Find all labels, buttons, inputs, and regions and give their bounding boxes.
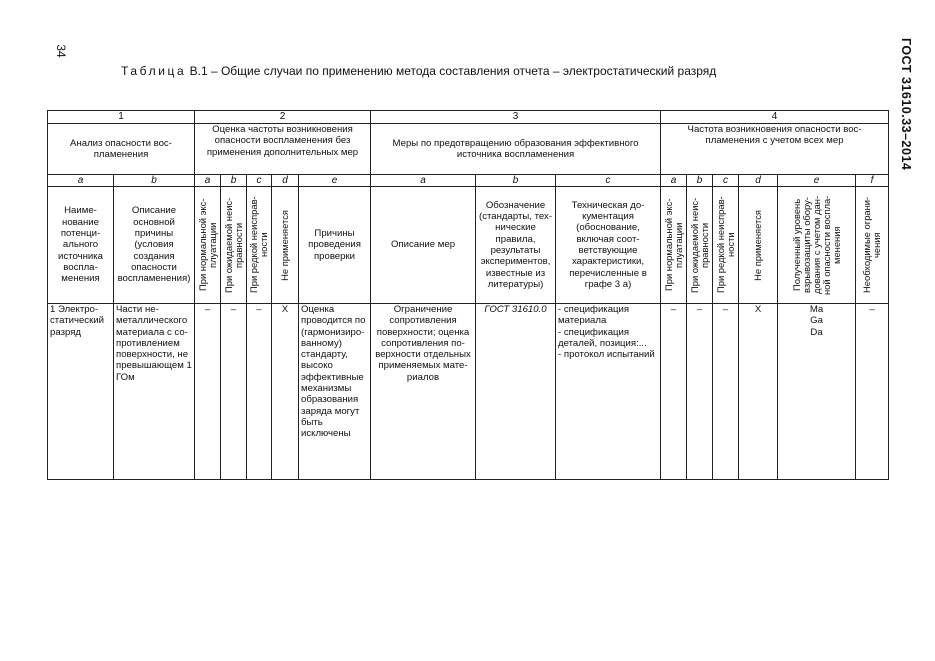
cell-restrictions: – <box>856 304 889 480</box>
subheader-restrictions <box>856 187 889 304</box>
subheader-rare-malfunction <box>247 187 272 304</box>
column-letter: a <box>661 175 687 187</box>
doc-item: - спецификация деталей, позиция:... <box>558 326 647 349</box>
subheader-text: При редкой неисправности <box>714 196 736 294</box>
caption-label: Таблица <box>121 64 187 78</box>
column-letter: e <box>299 175 371 187</box>
protection-level-item: Da <box>810 326 823 338</box>
subheader-expected-malfunction <box>687 187 713 304</box>
subheader-text: При редкой неисправности <box>248 196 269 294</box>
column-letter: a <box>371 175 476 187</box>
subheader-cause-description: Описание основной причины (условия создания опасности воспламенения) <box>114 187 195 304</box>
column-number: 3 <box>371 111 661 124</box>
subheader-text: При нормальной эксплуатации <box>662 198 684 292</box>
protection-level-item: Ga <box>810 315 823 327</box>
cell-normal-operation: – <box>195 304 221 480</box>
group-header-row <box>48 124 889 175</box>
column-letter: d <box>739 175 778 187</box>
subheader-check-reasons: Причины проведения проверки <box>299 187 371 304</box>
hazard-table <box>47 110 889 480</box>
cell-rare-malfunction: – <box>247 304 272 480</box>
subheader-text: При ожидаемой неисправности <box>688 197 710 293</box>
cell-check-reasons: Оценка проводится по (гармонизированному) стандарту, высоко эффективные механизмы образования заряда могут быть исключены <box>299 304 371 480</box>
column-letter: e <box>778 175 856 187</box>
cell-not-applicable: X <box>272 304 299 480</box>
column-number-row <box>48 111 889 124</box>
letter-row <box>48 175 889 187</box>
protection-level-item: Ma <box>809 304 824 315</box>
doc-item: - спецификация материала <box>558 304 630 327</box>
subheader-text: Необходимые ограничения <box>861 196 883 294</box>
column-number: 2 <box>195 111 371 124</box>
subheader-text: Не применяется <box>279 209 290 281</box>
subheader-source-name: Наименование потенциального источника воспламенения <box>48 187 114 304</box>
column-letter: b <box>476 175 556 187</box>
column-letter: b <box>114 175 195 187</box>
cell-source-name: 1 Электростатический разряд <box>48 304 114 480</box>
document-code: ГОСТ 31610.33–2014 <box>899 38 913 171</box>
cell-protection-level <box>778 304 856 480</box>
group-header-prevention-measures: Меры по предотвращению образования эффективного источника воспламенения <box>371 124 661 175</box>
page-number: 34 <box>54 44 68 58</box>
cell-expected-malfunction: – <box>221 304 247 480</box>
column-letter: a <box>195 175 221 187</box>
column-letter: c <box>247 175 272 187</box>
column-letter: c <box>713 175 739 187</box>
subheader-not-applicable <box>272 187 299 304</box>
doc-item: - протокол испытаний <box>558 349 655 361</box>
column-letter: b <box>687 175 713 187</box>
cell-normal-operation: – <box>661 304 687 480</box>
subheader-rare-malfunction <box>713 187 739 304</box>
subheader-not-applicable <box>739 187 778 304</box>
column-letter: c <box>556 175 661 187</box>
column-number: 1 <box>48 111 195 124</box>
subheader-expected-malfunction <box>221 187 247 304</box>
cell-measures-description: Ограничение сопротивления поверхности; оценка сопротивления поверхности отдельных применяемых материалов <box>371 304 476 480</box>
group-header-ignition-analysis: Анализ опасности воспламенения <box>48 124 195 175</box>
column-number: 4 <box>661 111 889 124</box>
sub-header-row <box>48 187 889 304</box>
subheader-normal-operation <box>661 187 687 304</box>
subheader-technical-docs: Техническая документация (обоснование, включая соответствующие характеристики, перечисленные в графе 3 а) <box>556 187 661 304</box>
subheader-text: При нормальной эксплуатации <box>196 198 218 292</box>
cell-cause-description: Части неметаллического материала с сопротивлением поверхности, не превышающем 1 ГОм <box>114 304 195 480</box>
column-letter: b <box>221 175 247 187</box>
subheader-designation: Обозначение (стандарты, технические правила, результаты экспериментов, известные из литературы) <box>476 187 556 304</box>
cell-not-applicable: X <box>739 304 778 480</box>
table-row <box>48 304 889 480</box>
subheader-text: Не применяется <box>752 209 764 281</box>
table-caption <box>121 64 716 78</box>
group-header-frequency-without-measures: Оценка частоты возникновения опасности воспламенения без применения дополнительных мер <box>195 124 371 175</box>
caption-text: В.1 – Общие случаи по применению метода составления отчета – электростатический разряд <box>186 64 717 78</box>
cell-technical-docs <box>556 304 661 480</box>
group-header-frequency-with-measures: Частота возникновения опасности воспламенения с учетом всех мер <box>661 124 889 175</box>
subheader-normal-operation <box>195 187 221 304</box>
cell-expected-malfunction: – <box>687 304 713 480</box>
subheader-protection-level <box>778 187 856 304</box>
column-letter: f <box>856 175 889 187</box>
subheader-measures-description: Описание мер <box>371 187 476 304</box>
subheader-text: При ожидаемой неисправности <box>222 197 244 293</box>
column-letter: a <box>48 175 114 187</box>
cell-designation: ГОСТ 31610.0 <box>476 304 556 480</box>
column-letter: d <box>272 175 299 187</box>
subheader-text: Полученный уровень взрывозащиты оборудования с учетом данной опасности воспламенения <box>790 195 842 295</box>
cell-rare-malfunction: – <box>713 304 739 480</box>
